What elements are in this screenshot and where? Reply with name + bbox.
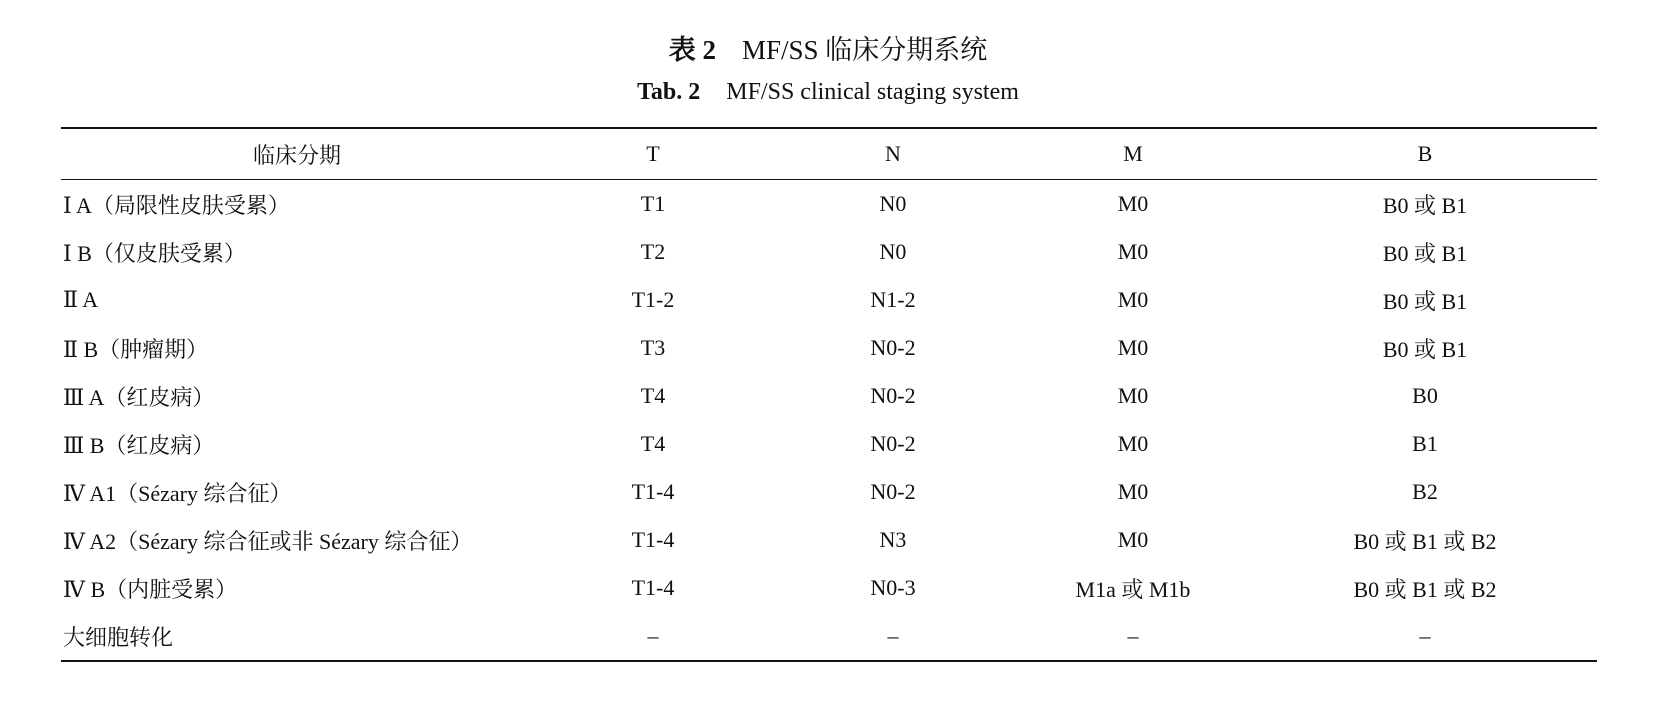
cell-n: N0-2 bbox=[870, 383, 916, 408]
cell-stage: Ⅲ A（红皮病） bbox=[63, 384, 215, 410]
cell-b: B0 或 B1 bbox=[1382, 240, 1468, 266]
header-n: N bbox=[885, 141, 901, 166]
caption-cn-label: 表 2 bbox=[668, 35, 716, 65]
cell-b: B1 bbox=[1412, 431, 1438, 456]
table-body bbox=[61, 180, 1597, 662]
table-row bbox=[61, 516, 1597, 564]
table-row bbox=[61, 372, 1597, 420]
header-m: M bbox=[1123, 141, 1143, 166]
table-row bbox=[61, 420, 1597, 468]
cell-n: N0 bbox=[879, 239, 907, 264]
cell-n: – bbox=[887, 623, 899, 648]
table-row bbox=[61, 468, 1597, 516]
staging-table-container bbox=[61, 127, 1597, 662]
cell-b: B0 或 B1 bbox=[1382, 336, 1468, 362]
caption-english bbox=[0, 74, 1656, 110]
header-t: T bbox=[646, 141, 660, 166]
cell-t: T1-4 bbox=[631, 575, 675, 600]
cell-n: N0-2 bbox=[870, 431, 916, 456]
cell-stage: 大细胞转化 bbox=[63, 624, 174, 650]
caption-en-label: Tab. 2 bbox=[637, 79, 701, 105]
table-header bbox=[61, 128, 1597, 180]
cell-t: T1-2 bbox=[631, 287, 675, 312]
cell-t: T1 bbox=[640, 191, 666, 216]
cell-t: T4 bbox=[640, 431, 666, 456]
cell-b: B0 bbox=[1412, 383, 1438, 408]
cell-m: M0 bbox=[1117, 239, 1149, 264]
cell-stage: Ⅳ B（内脏受累） bbox=[63, 576, 238, 602]
table-row bbox=[61, 564, 1597, 612]
cell-t: T1-4 bbox=[631, 479, 675, 504]
table-row bbox=[61, 180, 1597, 229]
cell-n: N3 bbox=[879, 527, 907, 552]
cell-m: M1a 或 M1b bbox=[1075, 576, 1191, 602]
cell-t: T3 bbox=[640, 335, 666, 360]
cell-stage: Ⅳ A1（Sézary 综合征） bbox=[63, 480, 292, 506]
caption-chinese bbox=[0, 30, 1656, 70]
cell-m: M0 bbox=[1117, 287, 1149, 312]
cell-t: – bbox=[647, 623, 659, 648]
cell-t: T4 bbox=[640, 383, 666, 408]
table-row bbox=[61, 612, 1597, 661]
header-b: B bbox=[1417, 141, 1433, 166]
cell-m: M0 bbox=[1117, 383, 1149, 408]
cell-m: M0 bbox=[1117, 527, 1149, 552]
cell-b: – bbox=[1419, 623, 1431, 648]
staging-table bbox=[61, 127, 1597, 662]
cell-m: M0 bbox=[1117, 191, 1149, 216]
cell-m: M0 bbox=[1117, 479, 1149, 504]
header-row bbox=[61, 128, 1597, 180]
cell-t: T1-4 bbox=[631, 527, 675, 552]
table-row bbox=[61, 228, 1597, 276]
table-row bbox=[61, 276, 1597, 324]
table-row bbox=[61, 324, 1597, 372]
cell-n: N0 bbox=[879, 191, 907, 216]
header-stage: 临床分期 bbox=[252, 142, 341, 168]
cell-stage: Ⅱ A bbox=[63, 287, 99, 312]
cell-n: N0-2 bbox=[870, 335, 916, 360]
cell-t: T2 bbox=[640, 239, 666, 264]
cell-stage: Ⅰ B（仅皮肤受累） bbox=[63, 240, 246, 266]
cell-b: B2 bbox=[1412, 479, 1438, 504]
cell-stage: Ⅲ B（红皮病） bbox=[63, 432, 215, 458]
caption-cn-text: MF/SS 临床分期系统 bbox=[741, 35, 988, 65]
cell-m: M0 bbox=[1117, 431, 1149, 456]
cell-n: N1-2 bbox=[870, 287, 916, 312]
cell-stage: Ⅱ B（肿瘤期） bbox=[63, 336, 209, 362]
table-caption bbox=[0, 30, 1656, 110]
cell-stage: Ⅳ A2（Sézary 综合征或非 Sézary 综合征） bbox=[63, 528, 473, 554]
cell-b: B0 或 B1 或 B2 bbox=[1353, 576, 1497, 602]
caption-en-text: MF/SS clinical staging system bbox=[726, 79, 1019, 105]
cell-b: B0 或 B1 bbox=[1382, 192, 1468, 218]
cell-m: – bbox=[1127, 623, 1139, 648]
cell-b: B0 或 B1 bbox=[1382, 288, 1468, 314]
cell-n: N0-3 bbox=[870, 575, 916, 600]
cell-b: B0 或 B1 或 B2 bbox=[1353, 528, 1497, 554]
cell-stage: Ⅰ A（局限性皮肤受累） bbox=[63, 192, 290, 218]
cell-m: M0 bbox=[1117, 335, 1149, 360]
cell-n: N0-2 bbox=[870, 479, 916, 504]
